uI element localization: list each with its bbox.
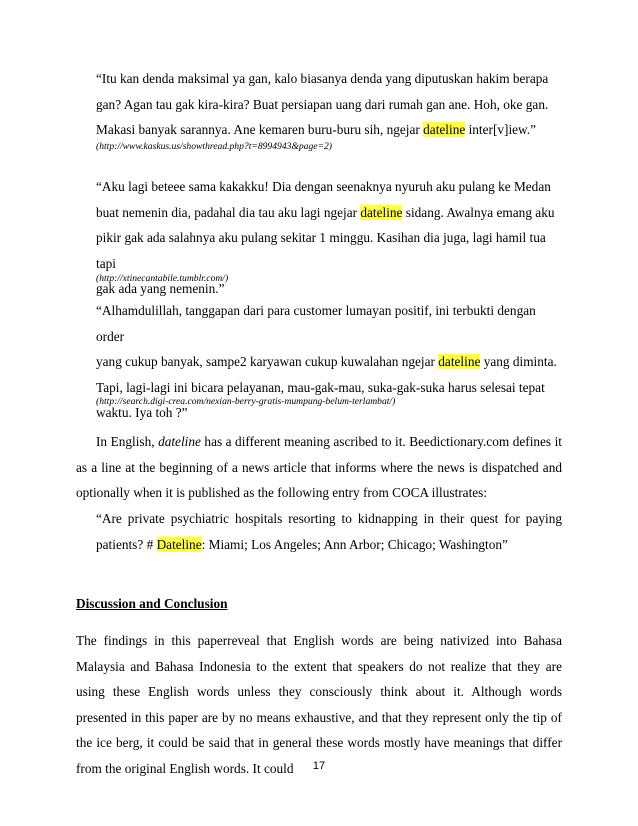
quote-1-text: Makasi banyak sarannya. Ane kemaren buru-buru sih, ngejar	[96, 122, 424, 137]
quote-3-line-1: “Alhamdulillah, tanggapan dari para customer lumayan positif, ini terbukti dengan order	[96, 303, 536, 344]
quote-block-1	[96, 66, 559, 143]
highlighted-term: dateline	[423, 122, 466, 137]
english-paragraph	[76, 429, 562, 506]
quote-2-text-end: sidang. Awalnya emang aku	[402, 204, 555, 220]
quote-2-line-2	[96, 200, 559, 226]
quote-3-text: yang cukup banyak, sampe2 karyawan cukup kuwalahan ngejar	[96, 354, 439, 369]
section-heading: Discussion and Conclusion	[76, 596, 228, 611]
quote-3-line-4: waktu. Iya toh ?”	[96, 405, 188, 420]
quote-2-line-1: “Aku lagi beteee sama kakakku! Dia dengan seenaknya nyuruh aku pulang ke Medan	[96, 179, 551, 194]
quote-1-source: (http://www.kaskus.us/showthread.php?t=8994943&page=2)	[96, 141, 332, 152]
highlighted-term: dateline	[360, 204, 403, 220]
quote-3-source: (http://search.digi-crea.com/nexian-berry-gratis-mumpung-belum-terlambat/)	[96, 396, 396, 407]
conclusion-paragraph	[76, 628, 562, 781]
quote-1-line-3	[96, 117, 559, 143]
quote-3-line-3: Tapi, lagi-lagi ini bicara pelayanan, mau-gak-mau, suka-gak-suka harus selesai tepat	[96, 379, 545, 395]
coca-text-start: “Are private psychiatric hospitals resorting to kidnapping in their quest for paying patients? #	[96, 511, 562, 552]
coca-quote-text	[96, 506, 562, 557]
quote-1-line-2: gan? Agan tau gak kira-kira? Buat persiapan uang dari rumah gan ane. Hoh, oke gan.	[96, 96, 549, 112]
italic-term: dateline	[158, 434, 201, 449]
quote-3-text-end: yang diminta.	[480, 354, 557, 369]
english-text-start: In English,	[96, 434, 159, 449]
quote-3-line-2	[96, 349, 559, 375]
quote-2-text: buat nemenin dia, padahal dia tau aku lagi ngejar	[96, 204, 361, 220]
conclusion-text: The findings in this paperreveal that English words are being nativized into Bahasa Malaysia and Bahasa Indonesia to the extent that speakers do not realize that they are using these English words unless they consciously think about it. Although words presented in this paper are by no means exhaustive, and that they represent only the tip of the ice berg, it could be said that in general these words mostly have meanings that differ from the original English words. It could	[76, 633, 562, 776]
coca-quote	[96, 506, 562, 557]
highlighted-term: Dateline	[156, 536, 202, 552]
quote-2-source: (http://xtinecantabile.tumblr.com/)	[96, 273, 229, 284]
quote-1-text-end: inter[v]iew.”	[465, 122, 537, 137]
highlighted-term: dateline	[438, 354, 481, 369]
page-number: 17	[312, 760, 326, 772]
english-text-end: has a different meaning ascribed to it. Beedictionary.com defines it as a line at the beginning of a news article that informs where the news is dispatched and optionally when it is published as the following entry from COCA illustrates:	[76, 434, 563, 500]
quote-2-line-4: gak ada yang nemenin.”	[96, 281, 225, 296]
coca-text-end: : Miami; Los Angeles; Ann Arbor; Chicago; Washington”	[201, 536, 508, 552]
quote-1-line-1: “Itu kan denda maksimal ya gan, kalo biasanya denda yang diputuskan hakim berapa	[96, 71, 549, 86]
english-paragraph-text	[76, 429, 562, 506]
quote-2-line-3: pikir gak ada salahnya aku pulang sekitar 1 minggu. Kasihan dia juga, lagi hamil tua tapi	[96, 230, 546, 271]
